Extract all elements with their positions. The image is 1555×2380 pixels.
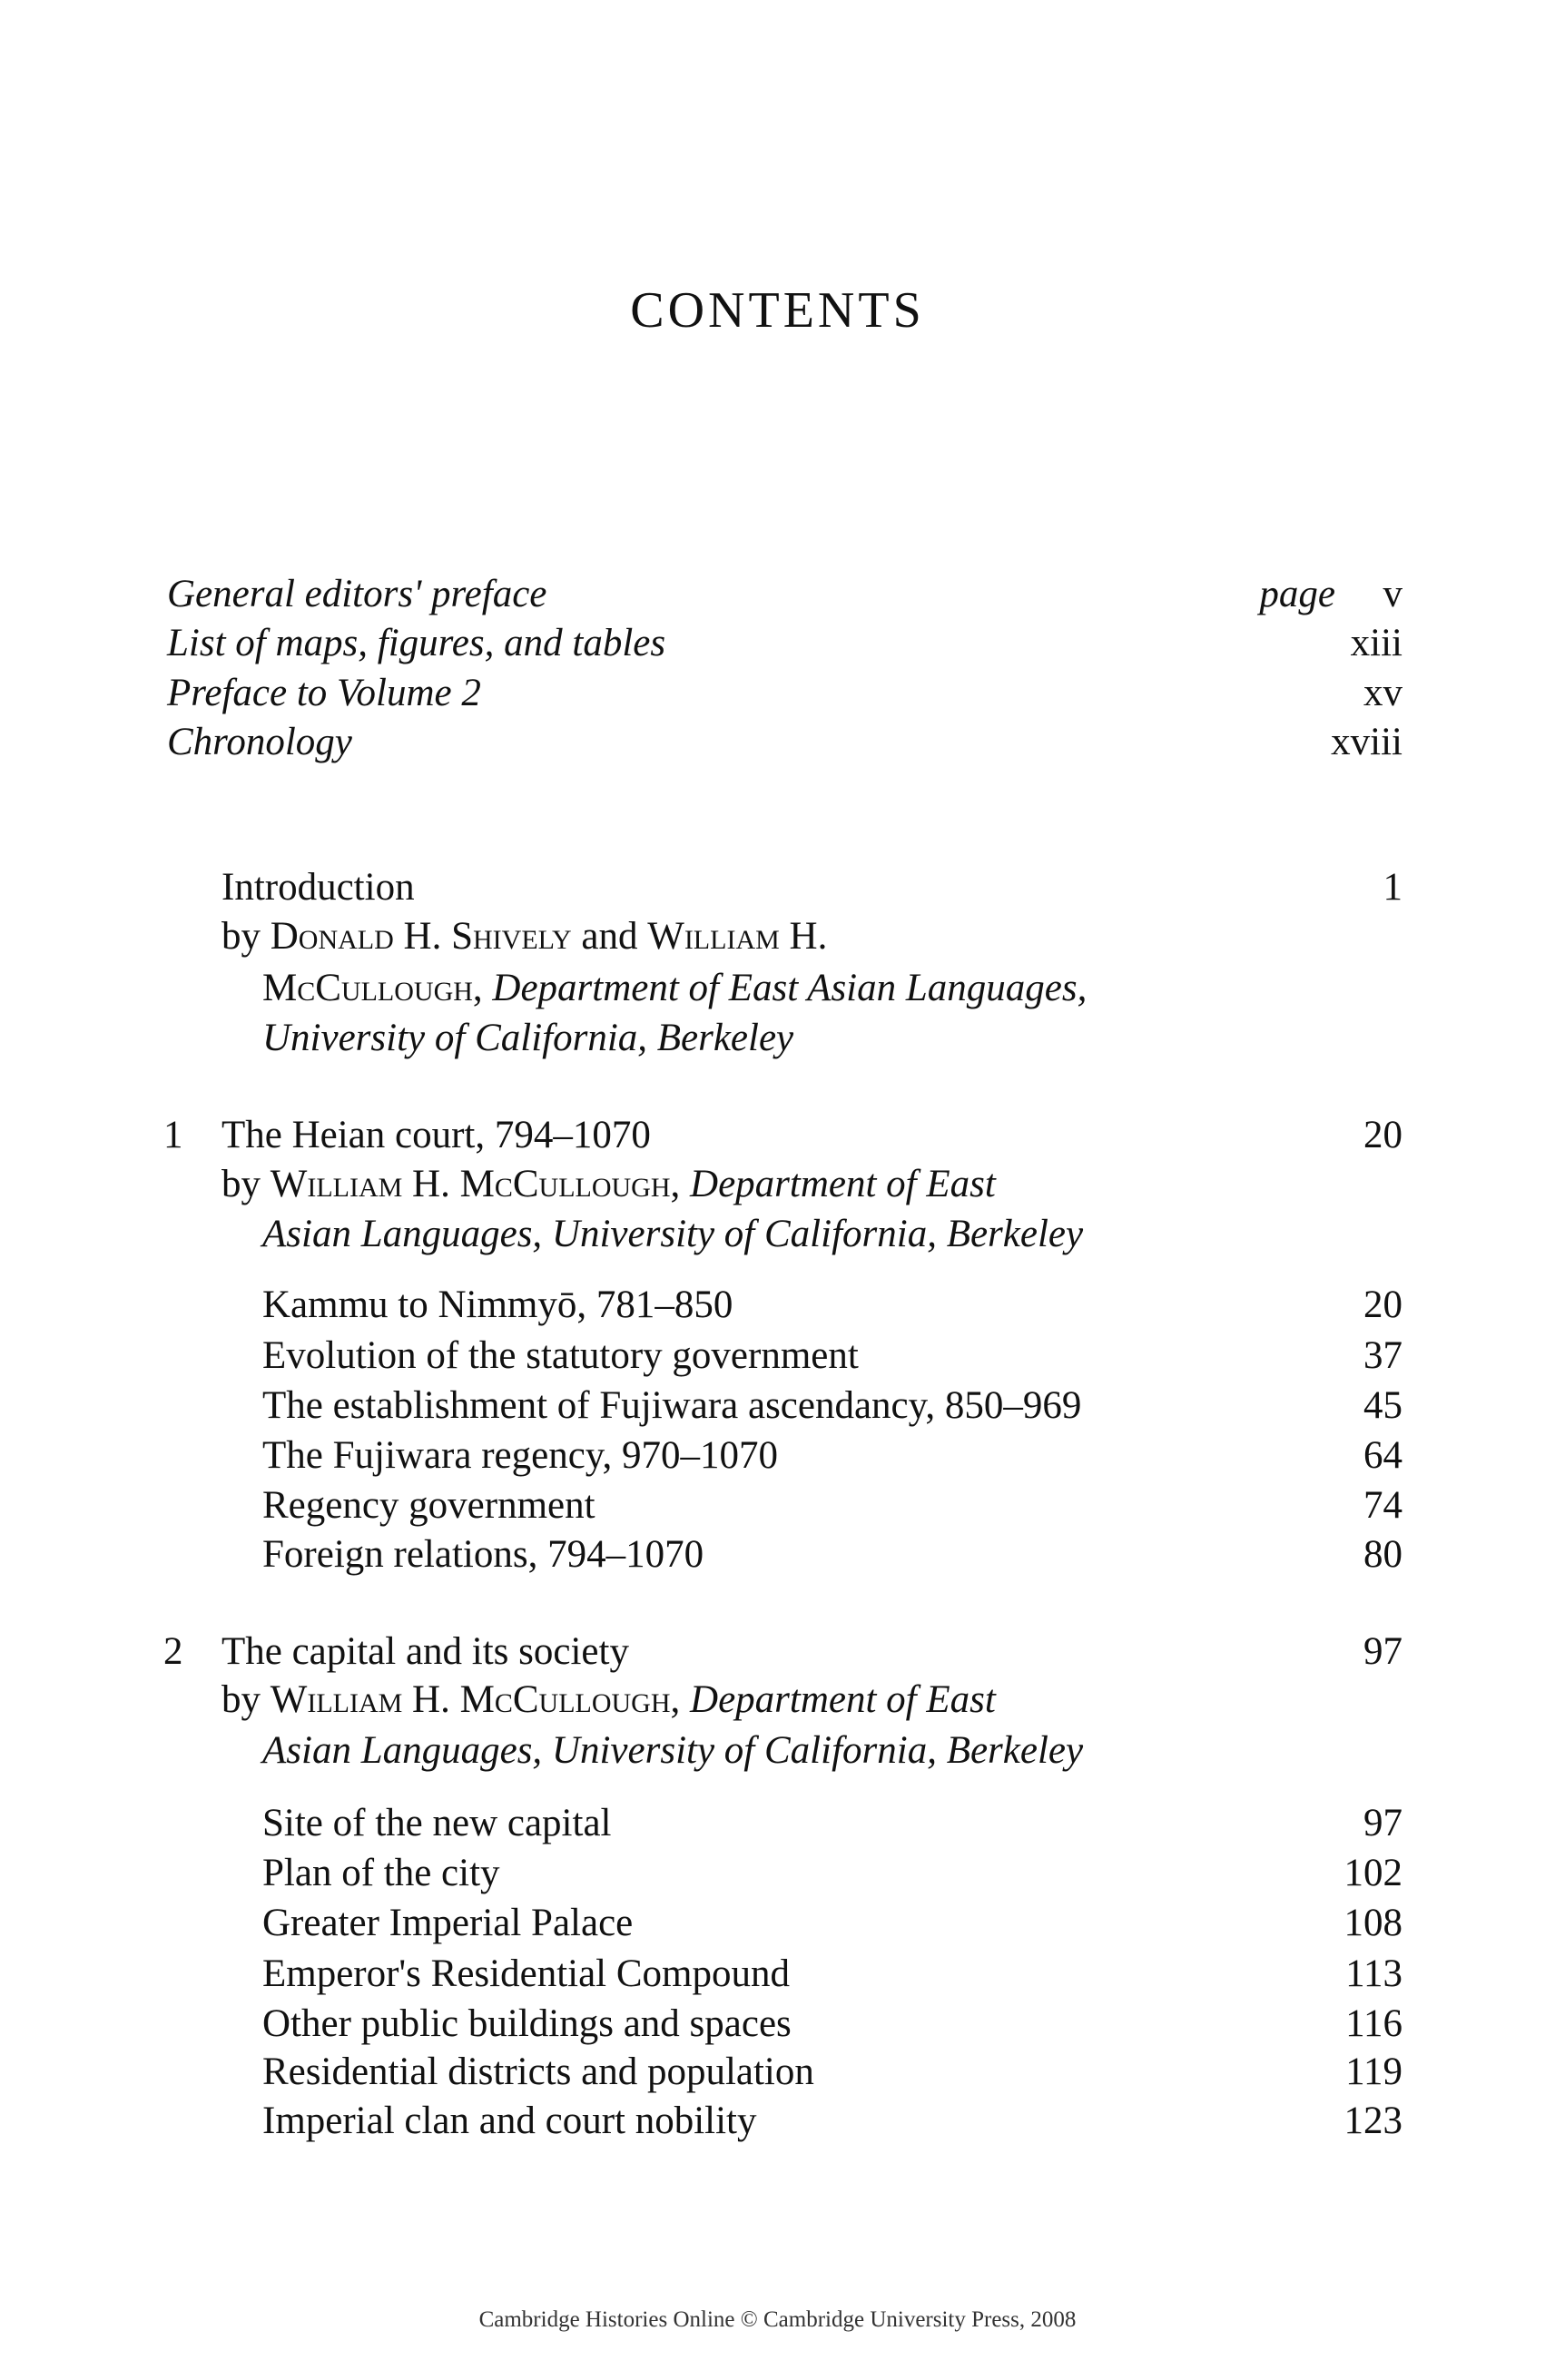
byline-part: , [472, 967, 493, 1009]
byline-part: McCullough [262, 967, 473, 1009]
chapter-byline [0, 1159, 1555, 1210]
section-entry[interactable] [0, 2096, 1555, 2147]
byline-part: by [221, 915, 271, 958]
chapter-byline [0, 1209, 1555, 1260]
page-number: 119 [1345, 2051, 1402, 2093]
chapter-entry[interactable] [0, 1627, 1555, 1677]
section-title: Other public buildings and spaces [262, 2002, 792, 2045]
byline-text [262, 963, 1087, 1014]
toc-entry[interactable] [0, 668, 1555, 719]
section-title: Site of the new capital [262, 1802, 612, 1844]
section-title: Residential districts and population [262, 2051, 814, 2093]
page-number: 37 [1363, 1334, 1402, 1377]
byline-text [221, 911, 827, 962]
section-entry[interactable] [0, 1480, 1555, 1531]
toc-entry[interactable] [0, 618, 1555, 669]
page-number: 113 [1345, 1952, 1402, 1995]
page-number: 97 [1363, 1630, 1402, 1673]
byline-part: William H. McCullough [270, 1163, 671, 1205]
byline-part: William H. [647, 915, 828, 958]
chapter-entry[interactable] [0, 1110, 1555, 1161]
page-number: xviii [1331, 721, 1402, 763]
page-label: page [1259, 573, 1335, 615]
byline-part: , [670, 1163, 691, 1205]
byline-part: , [670, 1678, 691, 1721]
chapter-byline [0, 963, 1555, 1014]
section-title: Foreign relations, 794–1070 [262, 1533, 704, 1576]
byline-part: University of California, Berkeley [262, 1017, 794, 1059]
entry-title: List of maps, figures, and tables [167, 622, 666, 664]
chapter-title: The capital and its society [221, 1630, 629, 1673]
entry-title: Chronology [167, 721, 352, 763]
page-number: 64 [1363, 1434, 1402, 1477]
page-number: xv [1363, 672, 1402, 714]
chapter-byline [0, 1013, 1555, 1064]
page-number: 102 [1343, 1852, 1402, 1894]
section-entry[interactable] [0, 1898, 1555, 1949]
byline-part: by [221, 1678, 271, 1721]
byline-part: Donald H. Shively [270, 915, 572, 958]
page-number: 45 [1363, 1384, 1402, 1427]
entry-title: Preface to Volume 2 [167, 672, 481, 714]
page-number: 20 [1363, 1283, 1402, 1326]
chapter-byline [0, 911, 1555, 962]
section-entry[interactable] [0, 1331, 1555, 1382]
section-entry[interactable] [0, 1999, 1555, 2050]
byline-part: Department of East [690, 1163, 996, 1205]
section-title: Greater Imperial Palace [262, 1902, 634, 1944]
toc-entry[interactable] [0, 569, 1555, 620]
page-number: 80 [1363, 1533, 1402, 1576]
chapter-byline [0, 1675, 1555, 1726]
section-entry[interactable] [0, 1280, 1555, 1331]
page-number: 97 [1363, 1802, 1402, 1844]
section-title: Evolution of the statutory government [262, 1334, 859, 1377]
chapter-number: 1 [163, 1114, 183, 1156]
chapter-entry[interactable] [0, 862, 1555, 913]
byline-part: by [221, 1163, 271, 1205]
section-entry[interactable] [0, 1431, 1555, 1481]
byline-part: and [571, 915, 648, 958]
chapter-number: 2 [163, 1630, 183, 1673]
section-title: The Fujiwara regency, 970–1070 [262, 1434, 778, 1477]
section-entry[interactable] [0, 1848, 1555, 1899]
footer-copyright: Cambridge Histories Online © Cambridge University Press, 2008 [478, 2307, 1077, 2332]
page-number: 74 [1363, 1484, 1402, 1527]
page-number: 20 [1363, 1114, 1402, 1156]
byline-text [221, 1675, 996, 1726]
page-number: v [1383, 573, 1402, 615]
page-number: 1 [1383, 866, 1402, 909]
section-title: Imperial clan and court nobility [262, 2100, 757, 2142]
byline-text [221, 1159, 996, 1210]
section-title: Kammu to Nimmyō, 781–850 [262, 1283, 733, 1326]
chapter-title: Introduction [221, 866, 415, 909]
chapter-title: The Heian court, 794–1070 [221, 1114, 651, 1156]
section-title: Regency government [262, 1484, 595, 1527]
toc-entry[interactable] [0, 717, 1555, 768]
entry-title: General editors' preface [167, 573, 547, 615]
byline-text [262, 1726, 1083, 1776]
byline-part: Asian Languages, University of California, Berkeley [262, 1729, 1084, 1772]
section-title: The establishment of Fujiwara ascendancy, 850–969 [262, 1384, 1082, 1427]
page-number: 116 [1345, 2002, 1402, 2045]
page-number: 108 [1343, 1902, 1402, 1944]
page-title: CONTENTS [630, 282, 925, 339]
section-entry[interactable] [0, 1529, 1555, 1580]
byline-part: William H. McCullough [270, 1678, 671, 1721]
section-title: Plan of the city [262, 1852, 500, 1894]
section-entry[interactable] [0, 1949, 1555, 2000]
byline-text [262, 1209, 1083, 1260]
section-entry[interactable] [0, 2047, 1555, 2098]
section-entry[interactable] [0, 1798, 1555, 1849]
byline-part: Department of East Asian Languages, [492, 967, 1088, 1009]
byline-part: Department of East [690, 1678, 996, 1721]
chapter-byline [0, 1726, 1555, 1776]
page-number: 123 [1343, 2100, 1402, 2142]
byline-part: Asian Languages, University of California, Berkeley [262, 1213, 1084, 1255]
section-title: Emperor's Residential Compound [262, 1952, 791, 1995]
byline-text [262, 1013, 793, 1064]
section-entry[interactable] [0, 1381, 1555, 1431]
page-number: xiii [1350, 622, 1402, 664]
